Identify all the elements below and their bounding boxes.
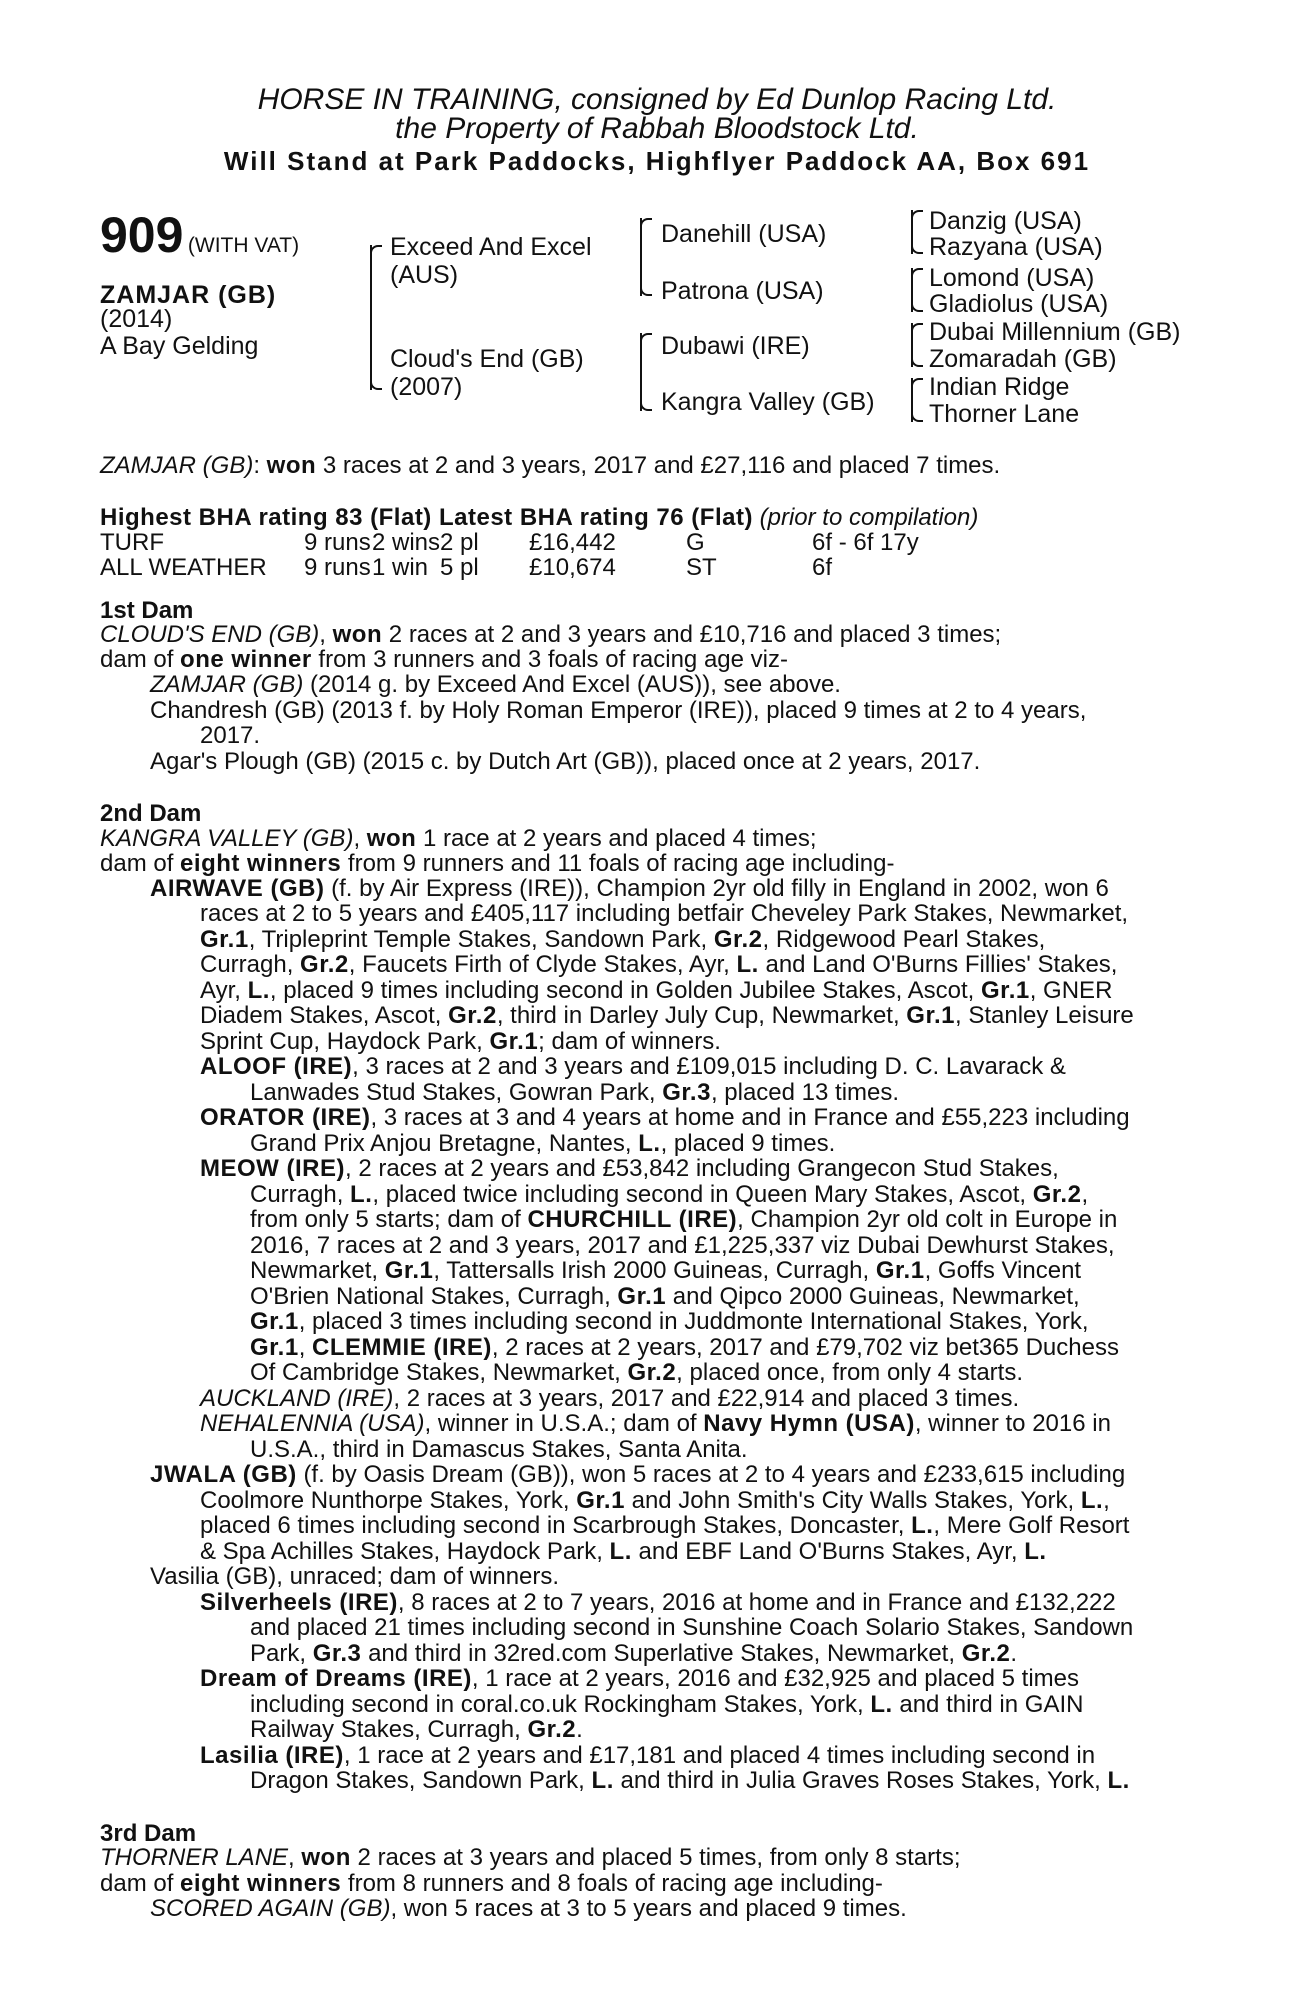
third-dam-name: THORNER LANE bbox=[100, 1844, 289, 1871]
silverheels-line-3 bbox=[250, 1641, 1017, 1666]
grade: Gr.1 bbox=[981, 977, 1030, 1004]
airwave-name: AIRWAVE (GB) bbox=[150, 875, 325, 902]
stat-wins: 1 win bbox=[372, 554, 429, 581]
line-text: , Tattersalls Irish 2000 Guineas, Curragh, bbox=[433, 1257, 870, 1284]
line-text: Curragh, bbox=[250, 1181, 344, 1208]
line-text: Lanwades Stud Stakes, Gowran Park, bbox=[250, 1079, 656, 1106]
jwala-line-3 bbox=[200, 1513, 1205, 1538]
meow-line-2 bbox=[250, 1182, 1205, 1207]
dream-of-dreams-line-3 bbox=[250, 1717, 583, 1742]
second-dam-heading: 2nd Dam bbox=[100, 800, 202, 827]
scored-again-name: SCORED AGAIN (GB) bbox=[150, 1895, 391, 1922]
orator-line-1 bbox=[200, 1105, 1205, 1130]
stat-placed: 5 pl bbox=[440, 554, 479, 581]
pedigree-sire: Exceed And Excel bbox=[390, 233, 592, 261]
consignor-line: HORSE IN TRAINING, consigned by Ed Dunlop Racing Ltd. bbox=[257, 83, 1057, 116]
line-text: and third in 32red.com Superlative Stakes, Newmarket, bbox=[368, 1640, 956, 1667]
line-text: Of Cambridge Stakes, Newmarket, bbox=[250, 1359, 621, 1386]
g-brace-2 bbox=[911, 268, 913, 312]
race-stats-table bbox=[100, 530, 919, 580]
sire-line-brace bbox=[640, 218, 642, 296]
meow-line-1 bbox=[200, 1156, 1205, 1181]
second-dam-produce-summary bbox=[100, 851, 894, 876]
line-text: ; dam of winners. bbox=[538, 1028, 721, 1055]
grade: L. bbox=[609, 1538, 632, 1565]
produce-name: ZAMJAR (GB) bbox=[150, 671, 304, 698]
grade: Gr.1 bbox=[200, 926, 249, 953]
horse-year: (2014) bbox=[100, 305, 173, 333]
line-text: Dragon Stakes, Sandown Park, bbox=[250, 1767, 585, 1794]
orator-name: ORATOR (IRE) bbox=[200, 1104, 371, 1131]
aloof-name: ALOOF (IRE) bbox=[200, 1053, 353, 1080]
meow-line-9 bbox=[250, 1360, 1023, 1385]
pedigree-gg-1: Danzig (USA) bbox=[929, 207, 1082, 235]
ratings-text: Highest BHA rating 83 (Flat) Latest BHA rating 76 (Flat) bbox=[100, 504, 753, 531]
stats-row-turf bbox=[100, 530, 919, 555]
line-text: Ayr, bbox=[200, 977, 241, 1004]
first-dam-record: CLOUD'S END (GB), won 2 races at 2 and 3 years and £10,716 and placed 3 times; bbox=[100, 621, 1002, 648]
line-text: , 8 races at 2 to 7 years, 2016 at home and in France and £132,222 bbox=[397, 1589, 1116, 1616]
vasilia-line: Vasilia (GB), unraced; dam of winners. bbox=[150, 1563, 560, 1590]
pedigree-dam: Cloud's End (GB) bbox=[390, 345, 584, 373]
airwave-line-4 bbox=[200, 952, 1205, 977]
stat-surface: TURF bbox=[100, 529, 164, 556]
line-text: , placed 13 times. bbox=[710, 1079, 900, 1106]
line-text: (f. by Air Express (IRE)), Champion 2yr old filly in England in 2002, won 6 bbox=[331, 875, 1109, 902]
summary-record: 3 races at 2 and 3 years, 2017 and £27,116 and placed 7 times. bbox=[322, 452, 1001, 479]
pedigree-gg-2: Razyana (USA) bbox=[929, 233, 1103, 261]
winners-count: one winner bbox=[180, 646, 312, 673]
line-text: placed 6 times including second in Scarbrough Stakes, Doncaster, bbox=[200, 1512, 905, 1539]
stat-going: ST bbox=[686, 554, 717, 581]
line-text: and John Smith's City Walls Stakes, York, bbox=[631, 1487, 1075, 1514]
pedigree-dam-year: (2007) bbox=[390, 373, 463, 401]
meow-line-4: 2016, 7 races at 2 and 3 years, 2017 and £1,225,337 viz Dubai Dewhurst Stakes, bbox=[250, 1232, 1115, 1259]
stat-runs: 9 runs bbox=[304, 529, 371, 556]
pedigree-dam-dam: Kangra Valley (GB) bbox=[661, 388, 875, 416]
line-text: , Faucets Firth of Clyde Stakes, Ayr, bbox=[348, 951, 730, 978]
second-dam-record: KANGRA VALLEY (GB), won 1 race at 2 years and placed 4 times; bbox=[100, 825, 817, 852]
line-text: (f. by Oasis Dream (GB)), won 5 races at 2 to 4 years and £233,615 including bbox=[303, 1461, 1126, 1488]
winners-count: eight winners bbox=[180, 850, 342, 877]
stat-placed: 2 pl bbox=[440, 529, 479, 556]
silverheels-line-2: and placed 21 times including second in Sunshine Coach Solario Stakes, Sandown bbox=[250, 1614, 1134, 1641]
line-text: . bbox=[1010, 1640, 1018, 1667]
line-text: and EBF Land O'Burns Stakes, Ayr, bbox=[638, 1538, 1018, 1565]
second-dam-name: KANGRA VALLEY (GB) bbox=[100, 825, 354, 852]
jwala-line-2 bbox=[200, 1488, 1205, 1513]
stat-going: G bbox=[686, 529, 705, 556]
winners-count: eight winners bbox=[180, 1870, 342, 1897]
line-text: , bbox=[298, 1334, 306, 1361]
line-text: , bbox=[1081, 1181, 1089, 1208]
sire-dam-brace bbox=[370, 245, 372, 390]
line-text: including second in coral.co.uk Rockingham Stakes, York, bbox=[250, 1691, 864, 1718]
line-text: , bbox=[1103, 1487, 1110, 1514]
silverheels-line-1 bbox=[200, 1590, 1205, 1615]
line-text: and Qipco 2000 Guineas, Newmarket, bbox=[672, 1283, 1080, 1310]
produce-text: from 3 runners and 3 foals of racing age viz- bbox=[318, 646, 788, 673]
line-text: , Goffs Vincent bbox=[924, 1257, 1082, 1284]
property-line: the Property of Rabbah Bloodstock Ltd. bbox=[395, 112, 919, 145]
line-text: , Champion 2yr old colt in Europe in bbox=[737, 1206, 1118, 1233]
pedigree-gg-8: Thorner Lane bbox=[929, 400, 1080, 428]
third-dam-produce-summary bbox=[100, 1871, 883, 1896]
ratings-note: (prior to compilation) bbox=[759, 504, 979, 531]
stand-location: Will Stand at Park Paddocks, Highflyer Paddock AA, Box 691 bbox=[223, 146, 1091, 176]
jwala-name: JWALA (GB) bbox=[150, 1461, 297, 1488]
g-brace-3 bbox=[911, 323, 913, 367]
line-text: , Stanley Leisure bbox=[955, 1002, 1134, 1029]
line-text: , winner to 2016 in bbox=[914, 1410, 1111, 1437]
meow-name: MEOW (IRE) bbox=[200, 1155, 345, 1182]
pedigree-sire-dam: Patrona (USA) bbox=[661, 277, 824, 305]
meow-line-7 bbox=[250, 1309, 1205, 1334]
navy-hymn-name: Navy Hymn (USA) bbox=[703, 1410, 915, 1437]
meow-line-5 bbox=[250, 1258, 1205, 1283]
meow-line-6 bbox=[250, 1284, 1205, 1309]
line-text: Grand Prix Anjou Bretagne, Nantes, bbox=[250, 1130, 632, 1157]
silverheels-name: Silverheels (IRE) bbox=[200, 1589, 398, 1616]
dam-of-label: dam of bbox=[100, 1870, 174, 1897]
grade: Gr.3 bbox=[312, 1640, 362, 1667]
line-text: Newmarket, bbox=[250, 1257, 379, 1284]
stat-surface: ALL WEATHER bbox=[100, 554, 267, 581]
horse-name: ZAMJAR (GB) bbox=[100, 281, 277, 309]
clemmie-name: CLEMMIE (IRE) bbox=[312, 1334, 492, 1361]
record-text: 1 race at 2 years and placed 4 times; bbox=[422, 825, 817, 852]
line-text: , placed once, from only 4 starts. bbox=[676, 1359, 1023, 1386]
orator-line-2 bbox=[250, 1131, 835, 1156]
airwave-line-6 bbox=[200, 1003, 1205, 1028]
line-text: , 3 races at 3 and 4 years at home and in France and £55,223 including bbox=[370, 1104, 1130, 1131]
dam-of-label: dam of bbox=[100, 850, 174, 877]
line-text: , 1 race at 2 years and £17,181 and placed 4 times including second in bbox=[343, 1742, 1096, 1769]
grade: Gr.2 bbox=[961, 1640, 1011, 1667]
pedigree-gg-4: Gladiolus (USA) bbox=[929, 290, 1109, 318]
jwala-line-4 bbox=[200, 1539, 1047, 1564]
lot-number: 909 bbox=[100, 207, 184, 263]
record-text: 2 races at 2 and 3 years and £10,716 and placed 3 times; bbox=[388, 621, 1002, 648]
meow-line-3 bbox=[250, 1207, 1205, 1232]
stat-wins: 2 wins bbox=[372, 529, 441, 556]
grade: Gr.2 bbox=[1032, 1181, 1082, 1208]
lasilia-name: Lasilia (IRE) bbox=[200, 1742, 344, 1769]
first-dam-heading: 1st Dam bbox=[100, 597, 194, 624]
airwave-line-7 bbox=[200, 1029, 721, 1054]
grade: L. bbox=[736, 951, 759, 978]
grade: Gr.1 bbox=[489, 1028, 539, 1055]
line-text: , 2 races at 2 years, 2017 and £79,702 viz bet365 Duchess bbox=[491, 1334, 1119, 1361]
line-text: , 2 races at 3 years, 2017 and £22,914 and placed 3 times. bbox=[393, 1385, 1020, 1412]
dream-of-dreams-line-2 bbox=[250, 1692, 1205, 1717]
grade: L. bbox=[911, 1512, 934, 1539]
pedigree-gg-7: Indian Ridge bbox=[929, 373, 1070, 401]
grade: Gr.2 bbox=[527, 1716, 577, 1743]
line-text: Coolmore Nunthorpe Stakes, York, bbox=[200, 1487, 570, 1514]
pedigree-gg-5: Dubai Millennium (GB) bbox=[929, 318, 1181, 346]
nehalennia-name: NEHALENNIA (USA) bbox=[200, 1410, 425, 1437]
grade: Gr.1 bbox=[875, 1257, 925, 1284]
vat-label: (WITH VAT) bbox=[187, 234, 300, 257]
aloof-line-1 bbox=[200, 1054, 1205, 1079]
line-text: Sprint Cup, Haydock Park, bbox=[200, 1028, 483, 1055]
nehalennia-line-1 bbox=[200, 1411, 1205, 1436]
first-dam-produce-2: Chandresh (GB) (2013 f. by Holy Roman Emperor (IRE)), placed 9 times at 2 to 4 years, bbox=[150, 697, 1087, 724]
line-text: , 1 race at 2 years, 2016 and £32,925 and placed 5 times bbox=[471, 1665, 1079, 1692]
pedigree-gg-3: Lomond (USA) bbox=[929, 264, 1095, 292]
dam-of-label: dam of bbox=[100, 646, 174, 673]
grade: L. bbox=[638, 1130, 661, 1157]
line-text: , GNER bbox=[1029, 977, 1113, 1004]
line-text: , placed 3 times including second in Juddmonte International Stakes, York, bbox=[298, 1308, 1089, 1335]
lasilia-line-2 bbox=[250, 1768, 1130, 1793]
meow-line-8 bbox=[250, 1335, 1205, 1360]
summary-horse-name: ZAMJAR (GB) bbox=[100, 452, 254, 479]
record-text: 2 races at 3 years and placed 5 times, from only 8 starts; bbox=[357, 1844, 961, 1871]
line-text: , Ridgewood Pearl Stakes, bbox=[762, 926, 1046, 953]
airwave-line-2: races at 2 to 5 years and £405,117 including betfair Cheveley Park Stakes, Newmarket, bbox=[200, 900, 1129, 927]
churchill-name: CHURCHILL (IRE) bbox=[527, 1206, 738, 1233]
grade: L. bbox=[1107, 1767, 1130, 1794]
pedigree-dam-sire: Dubawi (IRE) bbox=[661, 332, 810, 360]
line-text: , Mere Golf Resort bbox=[933, 1512, 1130, 1539]
race-summary: ZAMJAR (GB): won 3 races at 2 and 3 years, 2017 and £27,116 and placed 7 times. bbox=[100, 452, 1001, 479]
dam-line-brace bbox=[640, 333, 642, 411]
produce-text: from 9 runners and 11 foals of racing age including- bbox=[347, 850, 895, 877]
grade: Gr.2 bbox=[448, 1002, 497, 1029]
stat-distance: 6f bbox=[812, 554, 833, 581]
airwave-line-5 bbox=[200, 978, 1205, 1003]
aloof-line-2 bbox=[250, 1080, 899, 1105]
line-text: and third in GAIN bbox=[899, 1691, 1084, 1718]
third-dam-record: THORNER LANE, won 2 races at 3 years and placed 5 times, from only 8 starts; bbox=[100, 1844, 961, 1871]
grade: Gr.1 bbox=[906, 1002, 955, 1029]
dream-of-dreams-name: Dream of Dreams (IRE) bbox=[200, 1665, 472, 1692]
grade: Gr.1 bbox=[250, 1334, 299, 1361]
line-text: , placed 9 times including second in Golden Jubilee Stakes, Ascot, bbox=[269, 977, 975, 1004]
grade: Gr.3 bbox=[662, 1079, 711, 1106]
won-label: won bbox=[366, 825, 417, 852]
line-text: O'Brien National Stakes, Curragh, bbox=[250, 1283, 611, 1310]
grade: Gr.2 bbox=[713, 926, 763, 953]
grade: Gr.1 bbox=[576, 1487, 625, 1514]
stat-prize-money: £10,674 bbox=[529, 554, 616, 581]
pedigree-gg-6: Zomaradah (GB) bbox=[929, 345, 1117, 373]
third-dam-heading: 3rd Dam bbox=[100, 1820, 197, 1847]
produce-text: from 8 runners and 8 foals of racing age including- bbox=[347, 1870, 883, 1897]
lasilia-line-1 bbox=[200, 1743, 1205, 1768]
horse-description: A Bay Gelding bbox=[100, 332, 259, 360]
line-text: , won 5 races at 3 to 5 years and placed 9 times. bbox=[390, 1895, 907, 1922]
line-text: , winner in U.S.A.; dam of bbox=[424, 1410, 697, 1437]
stat-prize-money: £16,442 bbox=[529, 529, 616, 556]
grade: L. bbox=[1080, 1487, 1104, 1514]
grade: Gr.2 bbox=[627, 1359, 677, 1386]
airwave-line-1 bbox=[150, 876, 1205, 901]
line-text: . bbox=[576, 1716, 583, 1743]
scored-again-line bbox=[150, 1896, 907, 1921]
grade: L. bbox=[350, 1181, 373, 1208]
first-dam-produce-3: Agar's Plough (GB) (2015 c. by Dutch Art (GB)), placed once at 2 years, 2017. bbox=[150, 748, 981, 775]
line-text: , placed 9 times. bbox=[660, 1130, 836, 1157]
grade: Gr.1 bbox=[250, 1308, 299, 1335]
won-label: won bbox=[301, 1844, 351, 1871]
first-dam-name: CLOUD'S END (GB) bbox=[100, 621, 320, 648]
line-text: Park, bbox=[250, 1640, 307, 1667]
line-text: , third in Darley July Cup, Newmarket, bbox=[496, 1002, 900, 1029]
grade: Gr.1 bbox=[384, 1257, 434, 1284]
stats-row-all-weather bbox=[100, 555, 919, 580]
grade: L. bbox=[247, 977, 270, 1004]
airwave-line-3 bbox=[200, 927, 1205, 952]
line-text: from only 5 starts; dam of bbox=[250, 1206, 521, 1233]
line-text: and Land O'Burns Fillies' Stakes, bbox=[765, 951, 1118, 978]
first-dam-produce-1 bbox=[150, 672, 841, 697]
nehalennia-line-2: U.S.A., third in Damascus Stakes, Santa Anita. bbox=[250, 1436, 748, 1463]
produce-text: (2014 g. by Exceed And Excel (AUS)), see above. bbox=[310, 671, 841, 698]
pedigree-sire-sire: Danehill (USA) bbox=[661, 220, 827, 248]
first-dam-produce-summary bbox=[100, 647, 788, 672]
grade: Gr.1 bbox=[617, 1283, 667, 1310]
grade: Gr.2 bbox=[300, 951, 349, 978]
grade: L. bbox=[870, 1691, 893, 1718]
line-text: , placed twice including second in Queen Mary Stakes, Ascot, bbox=[372, 1181, 1027, 1208]
line-text: , 2 races at 2 years and £53,842 including Grangecon Stud Stakes, bbox=[344, 1155, 1059, 1182]
summary-won: won bbox=[266, 452, 317, 479]
first-dam-produce-2-cont: 2017. bbox=[200, 722, 261, 749]
jwala-line-1 bbox=[150, 1462, 1205, 1487]
g-brace-1 bbox=[911, 210, 913, 254]
auckland-line bbox=[200, 1386, 1019, 1411]
g-brace-4 bbox=[911, 378, 913, 422]
line-text: Railway Stakes, Curragh, bbox=[250, 1716, 521, 1743]
grade: L. bbox=[1024, 1538, 1047, 1565]
line-text: and third in Julia Graves Roses Stakes, York, bbox=[620, 1767, 1101, 1794]
auckland-name: AUCKLAND (IRE) bbox=[200, 1385, 394, 1412]
pedigree-sire-country: (AUS) bbox=[390, 261, 459, 289]
line-text: Diadem Stakes, Ascot, bbox=[200, 1002, 442, 1029]
won-label: won bbox=[332, 621, 383, 648]
grade: L. bbox=[591, 1767, 614, 1794]
bha-ratings bbox=[100, 505, 978, 530]
lot-number-block bbox=[100, 206, 299, 264]
stat-runs: 9 runs bbox=[304, 554, 371, 581]
line-text: , 3 races at 2 and 3 years and £109,015 including D. C. Lavarack & bbox=[352, 1053, 1066, 1080]
stat-distance: 6f - 6f 17y bbox=[812, 529, 919, 556]
line-text: Curragh, bbox=[200, 951, 294, 978]
line-text: & Spa Achilles Stakes, Haydock Park, bbox=[200, 1538, 603, 1565]
dream-of-dreams-line-1 bbox=[200, 1666, 1205, 1691]
line-text: , Tripleprint Temple Stakes, Sandown Park, bbox=[248, 926, 708, 953]
